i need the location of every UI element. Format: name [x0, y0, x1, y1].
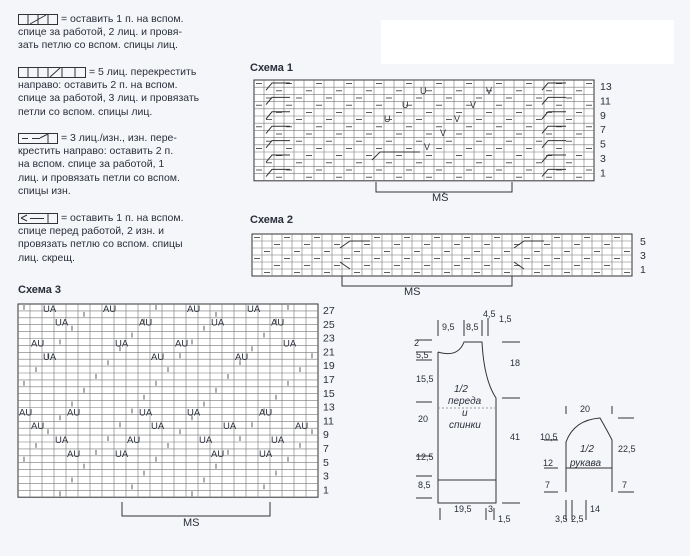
stitch-symbol: AU — [67, 407, 81, 419]
row-number: 1 — [600, 167, 606, 180]
body-label: и — [462, 408, 468, 419]
row-number: 27 — [323, 305, 335, 317]
stitch-symbol: U — [420, 86, 427, 96]
stitch-symbol: AU — [295, 421, 309, 433]
legend-text-line: на вспом. спице за работой, 1 — [18, 158, 165, 171]
row-number: 5 — [323, 456, 329, 469]
legend-text-line: крестить направо: оставить 2 п. — [18, 145, 174, 158]
dimension-label: 3,5 — [555, 514, 568, 524]
stitch-symbol: AU — [103, 303, 117, 315]
stitch-symbol: V — [486, 86, 493, 96]
stitch-symbol: AU — [127, 435, 141, 446]
row-number: 21 — [323, 346, 335, 359]
stitch-symbol: V — [424, 142, 431, 152]
row-number: 1 — [323, 484, 329, 497]
stitch-symbol: UA — [139, 407, 153, 419]
dimension-label: 12,5 — [416, 452, 434, 462]
row-number: 9 — [323, 429, 329, 442]
dimension-label: 8,5 — [466, 322, 479, 332]
sleeve-label: 1/2 — [580, 444, 594, 455]
stitch-symbol: UA — [55, 317, 69, 329]
legend-text-line: зать петлю со вспом. спицы лиц. — [18, 39, 178, 52]
dimension-label: 19,5 — [454, 504, 472, 514]
dimension-label: 2 — [414, 338, 420, 348]
body-label: переда — [448, 396, 482, 407]
stitch-symbol: UA — [223, 421, 237, 433]
scheme-3-title: Схема 3 — [18, 284, 62, 296]
dimension-label: 7 — [622, 480, 628, 490]
legend-text-line: = оставить 1 п. на вспом. — [61, 212, 184, 224]
stitch-symbol: UA — [199, 435, 213, 446]
body-label: 1/2 — [454, 384, 468, 395]
dimension-label: 22,5 — [618, 444, 636, 454]
stitch-symbol: AU — [235, 352, 249, 364]
legend-text-line: лиц. скрещ. — [18, 251, 75, 264]
row-number: 17 — [323, 374, 335, 386]
dimension-label: 14 — [590, 504, 601, 514]
row-number: 7 — [600, 124, 606, 137]
row-number: 13 — [600, 81, 612, 93]
row-number: 15 — [323, 387, 335, 400]
stitch-symbol: UA — [115, 448, 129, 460]
stitch-symbol: UA — [43, 303, 57, 315]
row-number: 11 — [323, 415, 334, 428]
legend-text-line: спице за работой, 3 лиц. и провязать — [18, 92, 200, 105]
row-number: 19 — [323, 360, 335, 373]
dimension-label: 5,5 — [416, 350, 429, 360]
stitch-symbol: AU — [175, 338, 189, 350]
stitch-symbol: AU — [259, 407, 273, 419]
dimension-label: 1,5 — [499, 314, 512, 324]
stitch-symbol: U — [384, 114, 391, 124]
dimension-label: 18 — [510, 358, 521, 368]
legend-text-line: = оставить 1 п. на вспом. — [61, 13, 184, 25]
stitch-symbol: UA — [283, 338, 297, 350]
dimension-label: 10,5 — [540, 432, 558, 442]
row-number: 13 — [323, 401, 335, 414]
legend-text-line: = 3 лиц./изн., изн. пере- — [61, 132, 177, 144]
stitch-symbol: AU — [211, 448, 225, 460]
body-label: спинки — [449, 420, 481, 431]
row-number: 3 — [640, 250, 646, 262]
stitch-symbol: U — [402, 100, 409, 110]
legend-text-line: спице за работой, 2 лиц. и провя- — [18, 26, 182, 39]
legend-text-line: направо: оставить 2 п. на вспом. — [18, 79, 178, 92]
legend-text-line: петли со вспом. спицы лиц. — [18, 105, 153, 118]
stitch-symbol: UA — [271, 435, 285, 446]
row-number: 25 — [323, 318, 335, 331]
stitch-symbol: AU — [67, 448, 81, 460]
scheme-1-title: Схема 1 — [250, 62, 294, 74]
stitch-symbol: UA — [151, 421, 165, 433]
stitch-symbol: V — [440, 128, 447, 138]
stitch-symbol: AU — [19, 407, 33, 419]
stitch-symbol: UA — [43, 352, 57, 364]
stitch-symbol: AU — [187, 303, 201, 315]
stitch-symbol: UA — [115, 338, 129, 350]
legend-text-line: лиц. и провязать петли со вспом. — [18, 171, 180, 184]
dimension-label: 9,5 — [442, 322, 455, 332]
stitch-symbol: AU — [151, 352, 165, 364]
row-number: 23 — [323, 332, 335, 345]
stitch-symbol: UA — [55, 435, 69, 446]
stitch-symbol: UA — [247, 303, 261, 315]
stitch-symbol: V — [470, 100, 477, 110]
legend-text-line: спице перед работой, 2 изн. и — [18, 225, 164, 238]
dimension-label: 20 — [418, 414, 429, 424]
sleeve-piece-outline — [566, 418, 612, 492]
dimension-label: 41 — [510, 432, 521, 442]
row-number: 5 — [640, 236, 646, 248]
stitch-symbol: AU — [139, 317, 153, 329]
scheme-3-ms-label: MS — [183, 517, 200, 529]
row-number: 7 — [323, 443, 329, 455]
legend-text-line: = 5 лиц. перекрестить — [89, 66, 197, 78]
stitch-symbol: AU — [31, 421, 45, 433]
row-number: 3 — [323, 470, 329, 483]
stitch-symbol: UA — [187, 407, 201, 419]
legend-text-line: провязать петлю со вспом. спицы — [18, 238, 183, 251]
scheme-2-ms-label: MS — [404, 286, 421, 298]
dimension-label: 15,5 — [416, 374, 434, 384]
row-number: 1 — [640, 264, 646, 276]
row-number: 3 — [600, 153, 606, 165]
dimension-label: 20 — [580, 404, 591, 414]
stitch-symbol: V — [454, 114, 461, 124]
scheme-2-title: Схема 2 — [250, 214, 294, 226]
row-number: 11 — [600, 95, 611, 108]
dimension-label: 7 — [545, 480, 551, 490]
stitch-symbol: UA — [259, 448, 273, 460]
dimension-label: 2,5 — [571, 514, 584, 524]
stitch-symbol: AU — [271, 317, 285, 329]
sleeve-label: рукава — [570, 458, 602, 469]
legend-text-line: спицы изн. — [18, 184, 71, 197]
scheme-1-ms-label: MS — [432, 192, 449, 204]
dimension-label: 8,5 — [418, 480, 431, 490]
dimension-label: 12 — [543, 458, 554, 468]
stitch-symbol: AU — [31, 338, 45, 350]
dimension-label: 3 — [488, 504, 494, 514]
row-number: 5 — [600, 138, 606, 151]
dimension-label: 1,5 — [498, 514, 511, 524]
stitch-symbol: UA — [211, 317, 225, 329]
row-number: 9 — [600, 109, 606, 122]
dimension-label: 4,5 — [483, 309, 496, 319]
